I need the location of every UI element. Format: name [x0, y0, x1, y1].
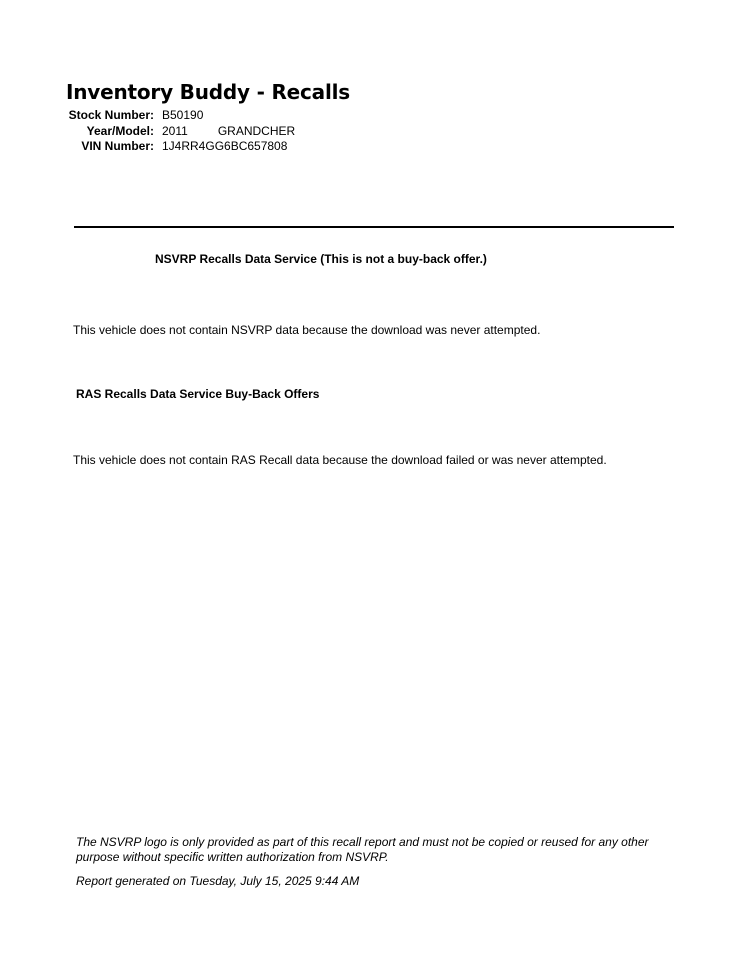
page-title: Inventory Buddy - Recalls: [66, 80, 350, 104]
nsvrp-status-message: This vehicle does not contain NSVRP data because the download was never attempted.: [73, 323, 541, 337]
vin-number-label: VIN Number:: [81, 139, 154, 153]
report-generated-timestamp: Report generated on Tuesday, July 15, 2025 9:44 AM: [76, 874, 360, 888]
year-model-label: Year/Model:: [86, 123, 154, 138]
year-value: 2011: [162, 123, 188, 138]
stock-number-value: B50190: [162, 108, 204, 122]
stock-number-row: [66, 108, 295, 124]
section-divider: [74, 226, 674, 228]
logo-usage-notice: The NSVRP logo is only provided as part of this recall report and must not be copied or reused for any other purpose without specific written authorization from NSVRP.: [76, 835, 649, 864]
ras-section-heading: RAS Recalls Data Service Buy-Back Offers: [76, 387, 320, 401]
ras-status-message: This vehicle does not contain RAS Recall data because the download failed or was never attempted.: [73, 453, 607, 467]
model-value: GRANDCHER: [217, 123, 296, 138]
vin-number-row: [66, 139, 295, 155]
vin-number-value: 1J4RR4GG6BC657808: [162, 139, 288, 153]
stock-number-label: Stock Number:: [68, 108, 154, 122]
vehicle-info: [66, 108, 295, 155]
year-model-row: [66, 124, 295, 140]
nsvrp-section-heading: NSVRP Recalls Data Service (This is not a buy-back offer.): [155, 252, 487, 266]
